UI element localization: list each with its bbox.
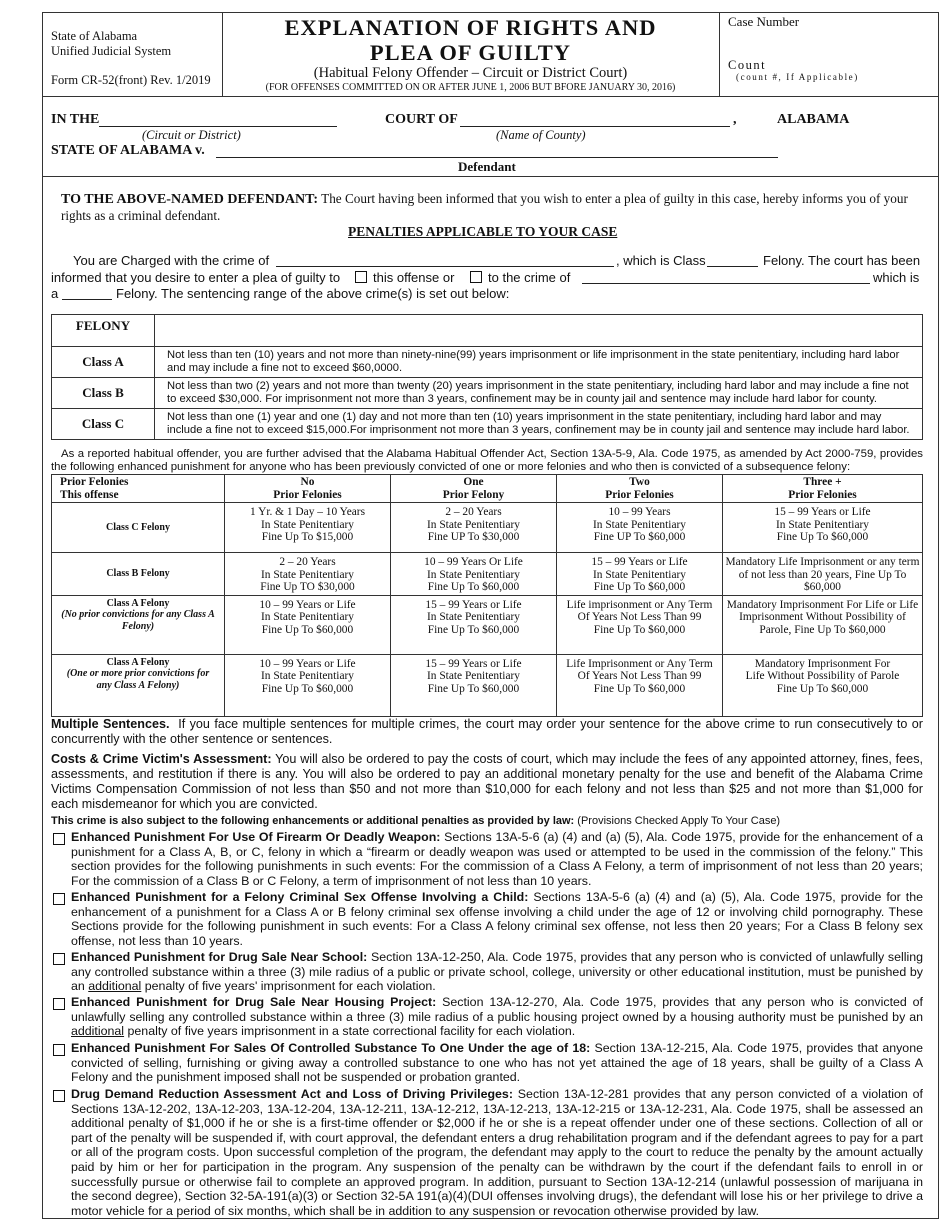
felony-range-table — [51, 314, 923, 440]
row-label: Class A Felony — [106, 656, 170, 668]
defendant-label: Defendant — [458, 159, 516, 174]
col-header-line1: Two — [629, 476, 650, 488]
enhancement-text: Section 13A-12-215, Ala. Code 1975, provides that anyone convicted of selling, furnishing or giving away a controlled substance to one who has not yet attained the age of 18 years, shall be guilty of a Class A Felony and the punishment imposed shall not be suspended or probation granted. — [71, 1041, 923, 1085]
penalty-cell-line: In State Penitentiary — [427, 670, 520, 682]
penalty-cell-line: 10 – 99 Years Or Life — [424, 556, 523, 568]
charge-text-3: Felony. The court has been — [763, 253, 921, 268]
enhancement-lead: Enhanced Punishment for Drug Sale Near Housing Project: — [71, 995, 437, 1009]
penalty-cell-line: Of Years Not Less Than 99 — [577, 670, 702, 682]
table-row — [52, 347, 923, 378]
table-row — [52, 654, 923, 716]
penalty-header-row — [52, 475, 923, 503]
col-header — [557, 475, 723, 503]
case-number-label: Case Number — [728, 14, 800, 29]
intro-text: The Court having been informed that you wish to enter a plea of guilty in this case, hereby informs you of your rights as a criminal defendant. — [61, 191, 908, 223]
intro-paragraph — [61, 191, 919, 223]
penalty-cell — [225, 503, 391, 553]
col-header-line2: Prior Felonies — [605, 488, 674, 501]
checkbox-icon — [53, 998, 65, 1010]
court-type-field[interactable] — [99, 111, 337, 127]
corner-header — [52, 475, 225, 503]
penalty-cell — [225, 595, 391, 654]
county-field[interactable] — [460, 111, 730, 127]
penalty-table-body — [52, 503, 923, 717]
penalty-cell-line: 10 – 99 Years — [608, 506, 671, 518]
col-header — [225, 475, 391, 503]
penalty-cell — [723, 654, 923, 716]
penalty-cell-line: Life Without Possibility of Parole — [745, 670, 900, 682]
enhancement-firearm[interactable] — [51, 830, 923, 888]
penalty-cell — [557, 553, 723, 596]
penalty-cell-line: Mandatory Life Imprisonment or any term — [725, 556, 920, 568]
court-of-label: COURT OF — [385, 112, 458, 127]
penalty-cell-line: 2 – 20 Years — [279, 556, 336, 568]
corner-header-line2: This offense — [60, 488, 119, 501]
plea-option-this-offense[interactable] — [355, 270, 454, 285]
state-v-label: STATE OF ALABAMA v. — [51, 143, 205, 158]
court-comma: , — [733, 112, 737, 127]
checkbox-icon — [53, 1090, 65, 1102]
col-header — [391, 475, 557, 503]
row-label-cell — [52, 654, 225, 716]
table-row — [52, 378, 923, 409]
penalty-cell-line: Mandatory Imprisonment For Life or Life — [726, 598, 919, 611]
enhancement-text: Section 13A-12-270, Ala. Code 1975, provides that any person who is convicted of unlawfully selling any controlled substance within a three (3) mile radius of a public housing project owned by a housing authority must be punished by an — [71, 995, 923, 1024]
penalty-cell-line: 15 – 99 Years or Life — [591, 556, 688, 568]
penalty-cell-line: In State Penitentiary — [427, 568, 520, 581]
col-header-line2: Prior Felonies — [788, 488, 857, 501]
row-label-cell — [52, 553, 225, 596]
multiple-sentences-lead: Multiple Sentences. — [51, 717, 170, 731]
penalty-cell-line: Fine Up To $60,000 — [261, 682, 354, 695]
crime-field[interactable] — [276, 252, 614, 267]
enhancement-text: Sections 13A-5-6 (a) (4) and (a) (5), Ala. Code 1975, provide for the enhancement of a punishment for a Class A or B felony criminal sex offense involving a child under the age of 12 or involving child pornography. These Sections provide for the following punishment in such events: For a Class A felony criminal sex offense, not less then 20 years; For a Class B felony sex offense, not less than 10 years. — [71, 890, 923, 948]
corner-header-line1: Prior Felonies — [60, 476, 129, 488]
multiple-sentences-paragraph — [51, 717, 923, 747]
row-label: Class C Felony — [106, 521, 170, 533]
enhancement-tail: penalty of five years' imprisonment for each violation. — [144, 979, 436, 994]
table-row — [52, 595, 923, 654]
system-label: Unified Judicial System — [51, 44, 172, 58]
felony-class-range: Not less than one (1) year and one (1) day and not more than ten (10) years imprisonment in the state penitentiary, including hard labor and may include a fine not to exceed $15,000.For imprisonment not more than 3 years, confinement may be in county jail and sentence may include hard labor. — [155, 409, 923, 440]
penalty-cell-line: In State Penitentiary — [427, 518, 520, 531]
form-subnote: (FOR OFFENSES COMMITTED ON OR AFTER JUNE 1, 2006 BUT BFORE JANUARY 30, 2016) — [265, 82, 676, 93]
header-bottom-rule — [42, 96, 938, 97]
penalty-cell-line: Fine Up TO $30,000 — [260, 581, 355, 593]
alabama-label: ALABAMA — [777, 112, 850, 127]
penalty-cell — [723, 595, 923, 654]
habitual-offender-text: As a reported habitual offender, you are further advised that the Alabama Habitual Offender Act, Section 13A-5-9, Ala. Code 1975, as amended by Act 2000-759, provides the following enhanced punishment for anyone who has been previously convicted of one or more felonies and who then is convicted of a subsequence felony: — [51, 448, 923, 473]
enhancement-lead: Enhanced Punishment For Sales Of Controlled Substance To One Under the age of 18: — [71, 1041, 591, 1055]
form-title-line2: PLEA OF GUILTY — [369, 40, 572, 65]
penalty-cell-line: Fine UP To $30,000 — [427, 531, 520, 543]
enhancement-tail: penalty of five years imprisonment in a state correctional facility for each violation. — [127, 1024, 576, 1039]
col-header-line2: Prior Felony — [442, 488, 505, 501]
enhancement-text: Sections 13A-5-6 (a) (4) and (a) (5), Ala. Code 1975, provide for the enhancement of a punishment for a Class A, B, or C, felony in which a “firearm or deadly weapon was used or attempted to be used in the commission of the felony.” This section provides for the following punishments in such events: For the commission of a Class A Felony, a term of imprisonment of not less than 20 years; For the commission of a Class B or C Felony, a term of imprisonment of not less than 10 years. — [71, 830, 923, 888]
enhancement-lead: Enhanced Punishment for Drug Sale Near School: — [71, 950, 368, 964]
col-header-line1: No — [300, 476, 315, 488]
penalty-cell-line: Mandatory Imprisonment For — [754, 657, 891, 670]
enhancement-underlined: additional — [71, 1024, 125, 1039]
penalty-cell-line: 2 – 20 Years — [445, 506, 502, 518]
penalty-cell-line: Fine Up To $60,000 — [776, 682, 869, 695]
penalty-cell-line: Parole, Fine Up To $60,000 — [759, 623, 886, 636]
penalty-cell — [225, 654, 391, 716]
penalty-cell-line: Fine Up To $60,000 — [427, 623, 520, 636]
felony-class-range: Not less than two (2) years and not more than twenty (20) years imprisonment in the state penitentiary, including hard labor and may include a fine not to exceed $30,000. For imprisonment not more than 3 years, confinement may be in county jail and sentence may include hard labor for county. — [155, 378, 923, 409]
penalty-cell-line: Of Years Not Less Than 99 — [577, 611, 702, 623]
enhancement-text: Section 13A-12-281 provides that any person convicted of a violation of Sections 13A-12-202, 13A-12-203, 13A-12-204, 13A-12-211, 13A-12-212, 13A-12-213, 13A-12-215 or 13A-12-231, Ala. Code 1975, shall be assessed an additional penalty of $1,000 if he or she is a first-time offender or $2,000 if he or she is a repeat offender under one of these sections. Collection of all or part of the penalty will be suspended if, with court approval, the defendant enters a drug rehabilitation program and if the defendant agrees to pay for a part or all of the program costs. Upon successful completion of the program, the defendant may apply to the court to reduce the penalty by the amount actually paid by him or her for participation in the program. Any suspension of the penalty can be withdrawn by the court if the defendant fails to enroll in or successfully pursue or otherwise fail to complete an approved program. In addition, pursuant to Section 13A-12-214 (unlawful possession of marijuana in the second degree), Section 32-5A-191(a)(3) or Section 32-5A 191(a)(4)(DUI offenses involving drugs), the defendant will lose his or her privilege to drive a motor vehicle for a period of six months, which shall be in addition to any suspension or revocation otherwise provided by law. — [71, 1087, 923, 1218]
felony-header: FELONY — [52, 315, 155, 347]
count-hint: (count #, If Applicable) — [736, 72, 859, 82]
checkbox-icon — [470, 271, 482, 283]
penalty-cell — [557, 503, 723, 553]
plea-option-other-label: to the crime of — [488, 270, 571, 285]
col-header-line1: Three + — [803, 476, 842, 488]
penalty-cell-line: In State Penitentiary — [593, 568, 686, 581]
penalty-cell-line: 10 – 99 Years or Life — [259, 598, 356, 611]
penalty-cell — [723, 553, 923, 596]
enhancements-lead: This crime is also subject to the following enhancements or additional penalties as provided by law: — [51, 815, 575, 827]
penalty-cell-line: Fine Up To $60,000 — [261, 623, 354, 636]
penalty-cell — [557, 595, 723, 654]
checkbox-icon — [53, 893, 65, 905]
enhancements-note: (Provisions Checked Apply To Your Case) — [577, 815, 781, 827]
penalty-cell — [391, 553, 557, 596]
header-divider-right — [719, 12, 720, 96]
row-label: Class A Felony — [106, 597, 170, 609]
habitual-penalty-table — [51, 474, 923, 717]
form-number: Form CR-52(front) Rev. 1/2019 — [51, 73, 211, 87]
col-header-line1: One — [463, 476, 484, 488]
penalty-cell-line: $60,000 — [803, 581, 842, 593]
penalty-cell-line: Fine Up To $60,000 — [776, 531, 869, 543]
table-row — [52, 503, 923, 553]
penalty-cell-line: Life Imprisonment or Any Term — [566, 657, 713, 670]
state-label: State of Alabama — [51, 29, 138, 43]
multiple-sentences-text: If you face multiple sentences for multiple crimes, the court may order your sentence for the above crime to run consecutively to or concurrently with the other sentence or sentences. — [51, 717, 923, 746]
charge-text-6: a — [51, 286, 59, 301]
plea-option-this-label: this offense or — [373, 270, 455, 285]
case-number-field[interactable] — [730, 32, 930, 54]
penalty-cell-line: 15 – 99 Years or Life — [774, 506, 871, 518]
penalty-cell-line: In State Penitentiary — [776, 518, 869, 531]
form-subtitle: (Habitual Felony Offender – Circuit or District Court) — [313, 65, 628, 81]
penalty-cell-line: 1 Yr. & 1 Day – 10 Years — [249, 506, 366, 518]
penalty-cell-line: In State Penitentiary — [261, 611, 354, 623]
checkbox-icon — [53, 833, 65, 845]
penalty-cell-line: In State Penitentiary — [261, 518, 354, 531]
costs-paragraph — [51, 752, 923, 812]
penalty-cell-line: Fine UP To $60,000 — [593, 531, 686, 543]
enhancement-minor-sale[interactable] — [51, 1041, 923, 1085]
enhancement-underlined: additional — [88, 979, 142, 994]
charge-text-5: which is — [873, 270, 920, 285]
penalty-cell-line: In State Penitentiary — [261, 568, 354, 581]
penalty-cell — [391, 595, 557, 654]
in-the-label: IN THE — [51, 112, 100, 127]
checkbox-icon — [355, 271, 367, 283]
penalty-cell-line: Fine Up To $15,000 — [261, 531, 354, 543]
penalty-cell-line: 15 – 99 Years or Life — [425, 657, 522, 670]
enhancement-drug-demand[interactable] — [51, 1087, 923, 1218]
penalty-cell — [225, 553, 391, 596]
penalty-cell-line: Fine Up To $60,000 — [593, 623, 686, 636]
costs-text: You will also be ordered to pay the costs of court, which may include the fees of any appointed attorney, fines, fees, assessments, and restitution if there is any. You will also be ordered to pay an additional monetary penalty for the use and benefit of the Alabama Crime Victims Compensation Commission of not less than $50 and not more than $10,000 for each felony and not less than $25 and not more than $1,000 for each misdemeanor for which you are convicted. — [51, 752, 923, 811]
felony-header-blank — [155, 315, 923, 347]
court-type-hint: (Circuit or District) — [142, 128, 241, 142]
penalty-cell-line: In State Penitentiary — [261, 670, 354, 682]
penalty-cell-line: Fine Up To $60,000 — [427, 682, 520, 695]
penalty-cell-line: Fine Up To $60,000 — [427, 581, 520, 593]
felony-class-label: Class B — [52, 378, 155, 409]
row-note: (One or more prior convictions for any Class A Felony) — [66, 668, 210, 691]
enhancements-intro — [51, 815, 780, 827]
felony-class-label: Class C — [52, 409, 155, 440]
charge-text-4: informed that you desire to enter a plea of guilty to — [51, 270, 341, 285]
enhancement-drug-housing[interactable] — [51, 995, 923, 1039]
col-header-line2: Prior Felonies — [273, 488, 342, 501]
enhancement-child-sex-offense[interactable] — [51, 890, 923, 948]
enhancement-text: Section 13A-12-250, Ala. Code 1975, provides that any person who is convicted of unlawfully selling any controlled substance within a three (3) mile radius of a public or private school, college, university or other educational institution, must be punished by an — [71, 950, 924, 994]
charge-text-2: , which is Class — [616, 253, 706, 268]
form-title-line1: EXPLANATION OF RIGHTS AND — [284, 15, 657, 40]
intro-lead: TO THE ABOVE-NAMED DEFENDANT: — [61, 192, 319, 207]
penalty-cell-line: Life imprisonment or Any Term — [566, 598, 713, 611]
penalty-cell-line: In State Penitentiary — [593, 518, 686, 531]
felony-class-label: Class A — [52, 347, 155, 378]
charge-text-7: Felony. The sentencing range of the above crime(s) is set out below: — [116, 286, 510, 301]
penalties-heading: PENALTIES APPLICABLE TO YOUR CASE — [348, 224, 618, 239]
crime-class-field[interactable] — [707, 252, 758, 267]
row-label: Class B Felony — [106, 568, 170, 579]
checkbox-icon — [53, 1044, 65, 1056]
enhancement-drug-school[interactable] — [51, 950, 923, 994]
penalty-cell-line: Fine Up To $60,000 — [593, 682, 686, 695]
county-hint: (Name of County) — [496, 128, 586, 142]
row-note: (No prior convictions for any Class A Felony) — [61, 609, 215, 632]
enhancement-lead: Drug Demand Reduction Assessment Act and Loss of Driving Privileges: — [71, 1087, 513, 1101]
penalty-cell — [557, 654, 723, 716]
felony-class-range: Not less than ten (10) years and not more than ninety-nine(99) years imprisonment or life imprisonment in the state penitentiary, including hard labor and may include a fine not to exceed $60,0000. — [155, 347, 923, 378]
penalty-cell — [391, 654, 557, 716]
count-label: Count — [728, 58, 767, 72]
checkbox-icon — [53, 953, 65, 965]
court-bottom-rule — [42, 176, 938, 177]
penalty-cell-line: of not less than 20 years, Fine Up To — [738, 568, 907, 581]
row-label-cell — [52, 595, 225, 654]
penalty-cell — [723, 503, 923, 553]
charge-text-1: You are Charged with the crime of — [73, 253, 270, 268]
penalty-cell-line: Imprisonment Without Possibility of — [739, 611, 906, 623]
costs-lead: Costs & Crime Victim's Assessment: — [51, 752, 272, 766]
defendant-field[interactable] — [216, 142, 778, 158]
penalty-cell-line: In State Penitentiary — [427, 611, 520, 623]
other-crime-field[interactable] — [582, 269, 870, 284]
penalty-cell — [391, 503, 557, 553]
table-row — [52, 553, 923, 596]
penalty-cell-line: 10 – 99 Years or Life — [259, 657, 356, 670]
enhancement-lead: Enhanced Punishment for a Felony Criminal Sex Offense Involving a Child: — [71, 890, 529, 904]
col-header — [723, 475, 923, 503]
table-row — [52, 409, 923, 440]
row-label-cell — [52, 503, 225, 553]
other-class-field[interactable] — [62, 285, 112, 300]
enhancement-lead: Enhanced Punishment For Use Of Firearm Or Deadly Weapon: — [71, 830, 441, 844]
plea-option-other-crime[interactable] — [470, 270, 570, 285]
penalty-cell-line: 15 – 99 Years or Life — [425, 598, 522, 611]
penalty-cell-line: Fine Up To $60,000 — [593, 581, 686, 593]
